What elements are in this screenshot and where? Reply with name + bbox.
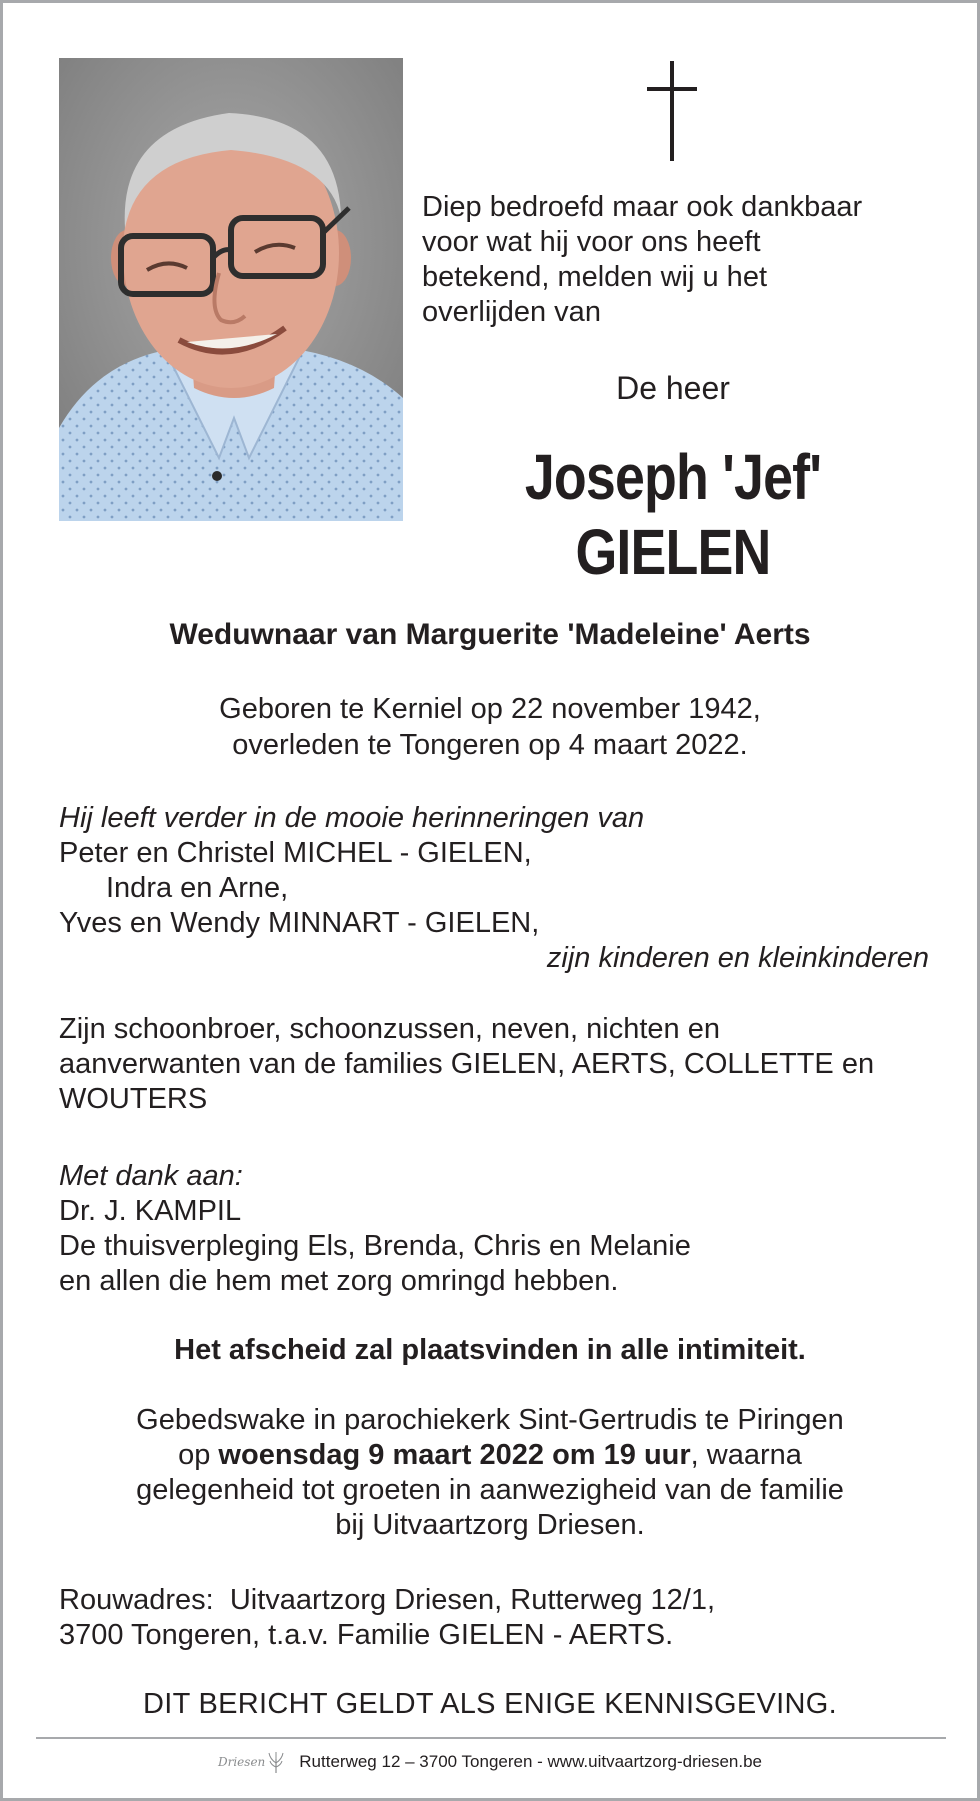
deceased-last-name: GIELEN bbox=[575, 516, 771, 588]
official-notice: DIT BERICHT GELDT ALS ENIGE KENNISGEVING. bbox=[143, 1688, 837, 1720]
intro-line: betekend, melden wij u het bbox=[422, 261, 767, 293]
relatives-line: WOUTERS bbox=[59, 1083, 208, 1115]
family-line: Peter en Christel MICHEL - GIELEN, bbox=[59, 837, 532, 869]
intro-line: overlijden van bbox=[422, 296, 601, 328]
footer bbox=[3, 1751, 977, 1781]
family-caption: zijn kinderen en kleinkinderen bbox=[546, 942, 929, 974]
wake-line: Gebedswake in parochiekerk Sint-Gertrudis te Piringen bbox=[136, 1404, 844, 1436]
intro-line: voor wat hij voor ons heeft bbox=[422, 226, 761, 258]
birth-death-info bbox=[3, 691, 977, 763]
thanks-line: De thuisverpleging Els, Brenda, Chris en Melanie bbox=[59, 1230, 691, 1262]
birth-line: Geboren te Kerniel op 22 november 1942, bbox=[219, 693, 761, 725]
family-line: Yves en Wendy MINNART - GIELEN, bbox=[59, 907, 540, 939]
wake-line bbox=[3, 1438, 977, 1473]
driesen-logo-icon bbox=[218, 1751, 285, 1773]
address-line: 3700 Tongeren, t.a.v. Familie GIELEN - AERTS. bbox=[59, 1619, 674, 1651]
relatives-line: Zijn schoonbroer, schoonzussen, neven, nichten en bbox=[59, 1013, 720, 1045]
wake-line: bij Uitvaartzorg Driesen. bbox=[335, 1509, 645, 1541]
logo-text: Driesen bbox=[217, 1755, 266, 1769]
deceased-first-name: Joseph 'Jef' bbox=[524, 441, 822, 513]
thanks-section bbox=[59, 1159, 929, 1299]
cross-icon bbox=[647, 61, 697, 161]
relatives-section bbox=[59, 1012, 929, 1117]
prayer-wake-info bbox=[3, 1403, 977, 1543]
family-section bbox=[59, 801, 929, 976]
family-intro: Hij leeft verder in de mooie herinneringen van bbox=[59, 802, 645, 834]
address-line: Rouwadres: Uitvaartzorg Driesen, Rutterweg 12/1, bbox=[59, 1584, 716, 1616]
salutation: De heer bbox=[616, 370, 730, 406]
thanks-intro: Met dank aan: bbox=[59, 1160, 243, 1192]
thanks-line: en allen die hem met zorg omringd hebben. bbox=[59, 1265, 619, 1297]
mourning-address bbox=[59, 1583, 929, 1653]
widow-line: Weduwnaar van Marguerite 'Madeleine' Aerts bbox=[169, 618, 811, 651]
death-line: overleden te Tongeren op 4 maart 2022. bbox=[232, 729, 748, 761]
intro-text bbox=[422, 190, 942, 330]
footer-address: Rutterweg 12 – 3700 Tongeren - www.uitvaartzorg-driesen.be bbox=[299, 1752, 763, 1771]
wake-line: gelegenheid tot groeten in aanwezigheid van de familie bbox=[136, 1474, 844, 1506]
farewell-notice: Het afscheid zal plaatsvinden in alle intimiteit. bbox=[174, 1334, 806, 1366]
relatives-line: aanverwanten van de families GIELEN, AERTS, COLLETTE en bbox=[59, 1048, 875, 1080]
wake-date: woensdag 9 maart 2022 om 19 uur bbox=[218, 1439, 691, 1471]
thanks-line: Dr. J. KAMPIL bbox=[59, 1195, 242, 1227]
footer-divider bbox=[36, 1737, 946, 1739]
portrait-photo bbox=[59, 58, 403, 521]
wake-pre: op bbox=[178, 1439, 219, 1471]
family-line: Indra en Arne, bbox=[106, 872, 289, 904]
intro-line: Diep bedroefd maar ook dankbaar bbox=[422, 191, 863, 223]
wake-post: , waarna bbox=[690, 1439, 802, 1471]
